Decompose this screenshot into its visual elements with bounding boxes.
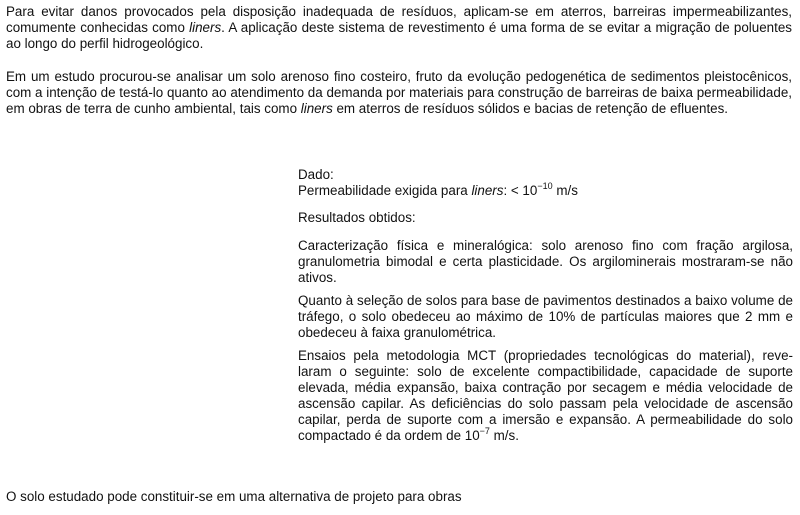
permeability-value: : < 10 xyxy=(503,183,538,198)
intro-italic-term: liners xyxy=(189,20,222,35)
result-characterization: Caracterização física e mineralógica: solo arenoso fino com fração argilosa, granulometria bimodal e certa plasticidade. Os argilominerais mostraram-se não ativos. xyxy=(298,238,793,285)
study-paragraph xyxy=(6,69,792,117)
study-text-2: em aterros de resíduos sólidos e bacias de retenção de efluentes. xyxy=(332,101,729,116)
intro-text-2: . A aplicação deste sistema de revestimento é uma forma de se evitar a migração de poluentes ao longo do perfil hidrogeológico. xyxy=(6,20,792,51)
intro-text-1: Para evitar danos provocados pela disposição inadequada de resíduos, aplicam-se em aterros, barreiras impermeabilizantes, comumente conhecidas como xyxy=(6,4,792,35)
result-mct xyxy=(298,348,793,444)
question-stem: O solo estudado pode constituir-se em uma alternativa de projeto para obras xyxy=(6,489,462,504)
permeability-unit: m/s xyxy=(552,183,578,198)
result-mct-unit: m/s. xyxy=(489,428,519,443)
result-mct-exponent: −7 xyxy=(479,426,490,436)
permeability-text: Permeabilidade exigida para xyxy=(298,183,472,198)
permeability-italic-term: liners xyxy=(471,183,504,198)
permeability-exponent: −10 xyxy=(537,181,553,191)
dado-label: Dado: xyxy=(298,167,334,182)
intro-paragraph xyxy=(6,4,792,52)
result-mct-text: Ensaios pela metodologia MCT (propriedades tecnológicas do material), reve-laram o seguinte: solo de excelente compactibilidade, capacidade de suporte elevada, média expansão, baixa contração por secagem e média velocidade de ascensão capilar. As deficiências do solo passam pela velocidade de ascensão capilar, perda de suporte com a imersão e expansão. A permeabilidade do solo compactado é da ordem de 10 xyxy=(298,348,793,443)
permeability-requirement xyxy=(298,183,793,199)
study-text-1: Em um estudo procurou-se analisar um solo arenoso fino costeiro, fruto da evolução pedogenética de sedimentos pleistocênicos, com a intenção de testá-lo quanto ao atendimento da demanda por materiais para construção de barreiras de baixa permeabilidade, em obras de terra de cunho ambiental, tais como xyxy=(6,69,792,116)
results-label: Resultados obtidos: xyxy=(298,210,416,225)
result-pavement: Quanto à seleção de solos para base de pavimentos destinados a baixo volume de tráfego, o solo obedeceu ao máximo de 10% de partículas maiores que 2 mm e obedeceu à faixa granulométrica. xyxy=(298,293,793,340)
study-italic-term: liners xyxy=(300,101,333,116)
data-box xyxy=(298,167,793,444)
